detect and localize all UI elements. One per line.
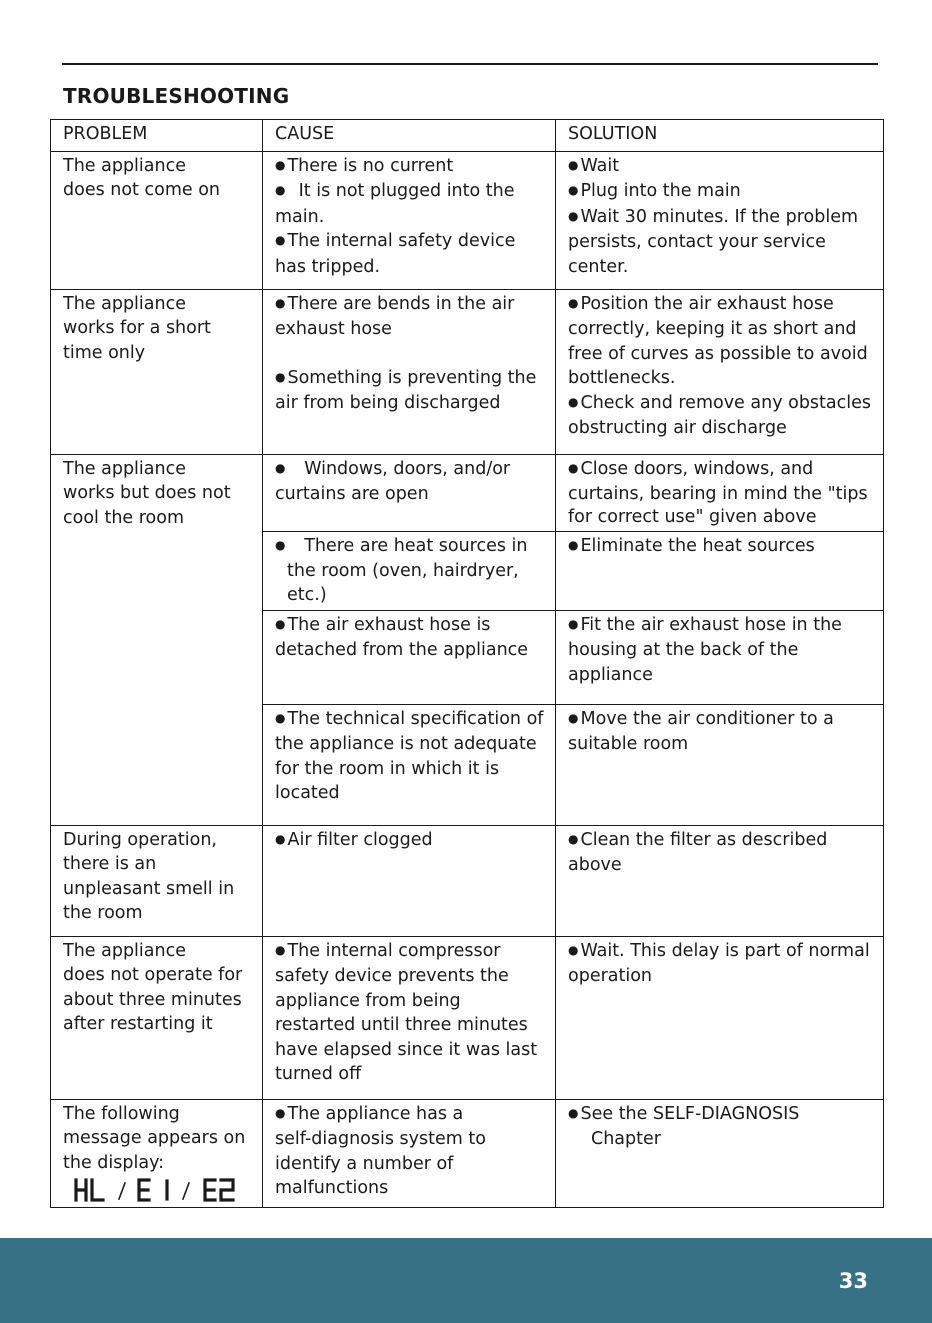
solution-text: operation — [568, 966, 653, 986]
solution-text: suitable room — [568, 734, 689, 754]
cause-cell — [263, 825, 556, 936]
cause-item: ● There are heat sources in — [275, 535, 528, 556]
problem-cell — [51, 1099, 263, 1208]
cause-item: ● Windows, doors, and/or — [275, 458, 511, 479]
solution-item: ● Plug into the main — [568, 181, 741, 201]
bullet-icon: ● — [275, 710, 286, 725]
problem-text: the room — [63, 903, 143, 923]
page-number: 33 — [838, 1269, 868, 1293]
top-divider — [62, 63, 878, 65]
cause-item: ● The internal safety device — [275, 231, 516, 251]
solution-text: for correct use" given above — [568, 506, 817, 527]
problem-cell — [51, 825, 263, 936]
solution-cell — [556, 151, 884, 289]
bullet-icon: ● — [275, 1105, 286, 1120]
solution-text: free of curves as possible to avoid — [568, 343, 868, 364]
problem-text: about three minutes — [63, 989, 242, 1010]
cause-cell — [263, 531, 556, 610]
problem-text: The appliance — [63, 293, 186, 314]
cause-text: safety device prevents the — [275, 966, 509, 986]
solution-item: ● See the SELF-DIAGNOSIS — [568, 1103, 800, 1124]
bullet-icon: ● — [568, 157, 579, 172]
solution-item: ● Close doors, windows, and — [568, 458, 814, 479]
bullet-icon: ● — [568, 616, 579, 631]
solution-item: ● Fit the air exhaust hose in the — [568, 614, 842, 635]
solution-item: ● Clean the filter as described — [568, 829, 828, 850]
problem-text: unpleasant smell in — [63, 878, 235, 899]
bullet-icon: ● — [568, 831, 579, 846]
problem-text: time only — [63, 342, 146, 363]
bullet-icon: ● — [568, 183, 579, 197]
cause-text: has tripped. — [275, 256, 381, 277]
problem-text: does not come on — [63, 180, 220, 200]
cause-text: turned off — [275, 1064, 362, 1084]
cause-item: ● The technical specification of — [275, 708, 544, 729]
solution-text: housing at the back of the — [568, 640, 799, 660]
problem-text: The appliance — [63, 940, 186, 961]
bullet-icon: ● — [568, 942, 579, 957]
bullet-icon: ● — [275, 616, 286, 631]
cause-text: the room (oven, hairdryer, — [287, 561, 519, 581]
cause-item: ● There are bends in the air — [275, 293, 515, 314]
solution-cell — [556, 825, 884, 936]
cause-text: air from being discharged — [275, 393, 501, 413]
solution-cell — [556, 704, 884, 825]
solution-cell — [556, 454, 884, 531]
cause-text: appliance from being — [275, 990, 461, 1011]
problem-cell — [51, 151, 263, 289]
cause-item: ● There is no current — [275, 155, 454, 176]
cause-item: ● The appliance has a — [275, 1103, 464, 1124]
cause-text: self-diagnosis system to — [275, 1129, 486, 1149]
troubleshooting-table — [50, 119, 884, 1208]
bullet-icon: ● — [275, 537, 286, 552]
solution-text: bottlenecks. — [568, 368, 676, 388]
solution-item: ● Move the air conditioner to a — [568, 708, 834, 729]
cause-item: ● It is not plugged into the — [275, 181, 515, 201]
problem-cell — [51, 936, 263, 1099]
bullet-icon: ● — [568, 295, 579, 310]
cause-cell — [263, 936, 556, 1099]
table-row — [51, 151, 884, 289]
solution-text: curtains, bearing in mind the "tips — [568, 484, 868, 504]
cause-cell — [263, 704, 556, 825]
solution-text: obstructing air discharge — [568, 418, 787, 438]
solution-text: correctly, keeping it as short and — [568, 319, 857, 339]
cause-item: ● The air exhaust hose is — [275, 614, 491, 635]
problem-text: does not operate for — [63, 965, 243, 985]
bullet-icon: ● — [568, 460, 579, 475]
solution-item: ● Eliminate the heat sources — [568, 535, 815, 556]
solution-cell — [556, 531, 884, 610]
cause-text: identify a number of — [275, 1153, 454, 1174]
problem-text: The appliance — [63, 458, 186, 479]
page-title: TROUBLESHOOTING — [63, 84, 290, 108]
table-row — [51, 454, 884, 531]
problem-text: cool the room — [63, 507, 185, 528]
cause-text: curtains are open — [275, 484, 429, 504]
table-row — [51, 1099, 884, 1208]
bullet-icon: ● — [275, 369, 286, 384]
cause-text: detached from the appliance — [275, 640, 529, 660]
bullet-icon: ● — [275, 233, 286, 247]
cause-text: for the room in which it is — [275, 758, 500, 779]
header-cause: CAUSE — [263, 120, 556, 152]
table-row — [51, 936, 884, 1099]
solution-cell — [556, 1099, 884, 1208]
bullet-icon: ● — [275, 831, 286, 846]
bullet-icon: ● — [275, 295, 286, 310]
bullet-icon: ● — [275, 460, 286, 475]
bullet-icon: ● — [568, 394, 579, 409]
display-codes — [63, 1177, 254, 1203]
table-row — [51, 289, 884, 454]
header-problem: PROBLEM — [51, 120, 263, 152]
problem-text: message appears on — [63, 1128, 246, 1148]
problem-text: The following — [63, 1103, 180, 1124]
bullet-icon: ● — [275, 183, 286, 197]
problem-text: the display: — [63, 1152, 165, 1173]
cause-text: main. — [275, 206, 325, 227]
solution-item: ● Wait. This delay is part of normal — [568, 940, 870, 961]
solution-item: ● Check and remove any obstacles — [568, 392, 872, 413]
bullet-icon: ● — [568, 1105, 579, 1120]
cause-text: exhaust hose — [275, 319, 392, 339]
cause-text: malfunctions — [275, 1178, 389, 1198]
table-header-row — [51, 120, 884, 152]
cause-text: restarted until three minutes — [275, 1015, 528, 1035]
solution-text: persists, contact your service — [568, 232, 826, 252]
bullet-icon: ● — [568, 537, 579, 552]
problem-text: The appliance — [63, 155, 186, 176]
solution-cell — [556, 610, 884, 704]
error-codes-icon — [73, 1177, 243, 1203]
problem-cell — [51, 454, 263, 825]
bullet-icon: ● — [568, 208, 579, 223]
page-footer — [0, 1238, 932, 1323]
cause-cell — [263, 610, 556, 704]
solution-text: appliance — [568, 664, 653, 685]
bullet-icon: ● — [275, 942, 286, 957]
cause-cell — [263, 454, 556, 531]
problem-cell — [51, 289, 263, 454]
cause-cell — [263, 289, 556, 454]
problem-text: During operation, — [63, 829, 217, 850]
solution-text: above — [568, 855, 622, 875]
cause-text: have elapsed since it was last — [275, 1039, 538, 1060]
cause-item: ● The internal compressor — [275, 940, 501, 961]
cause-text: the appliance is not adequate — [275, 734, 537, 754]
solution-cell — [556, 289, 884, 454]
problem-text: there is an — [63, 854, 157, 874]
solution-item: ● Position the air exhaust hose — [568, 293, 834, 314]
cause-text: etc.) — [287, 584, 327, 605]
solution-text: Chapter — [591, 1129, 661, 1149]
cause-text: located — [275, 783, 340, 803]
solution-text: center. — [568, 256, 629, 277]
cause-cell — [263, 151, 556, 289]
solution-item: ● Wait — [568, 155, 620, 176]
cause-cell — [263, 1099, 556, 1208]
problem-text: after restarting it — [63, 1014, 213, 1034]
cause-item: ● Air filter clogged — [275, 829, 433, 850]
problem-text: works for a short — [63, 318, 211, 338]
solution-cell — [556, 936, 884, 1099]
table-row — [51, 825, 884, 936]
bullet-icon: ● — [275, 157, 286, 172]
solution-item: ● Wait 30 minutes. If the problem — [568, 206, 859, 227]
header-solution: SOLUTION — [556, 120, 884, 152]
cause-item: ● Something is preventing the — [275, 367, 537, 388]
problem-text: works but does not — [63, 483, 231, 503]
bullet-icon: ● — [568, 710, 579, 725]
